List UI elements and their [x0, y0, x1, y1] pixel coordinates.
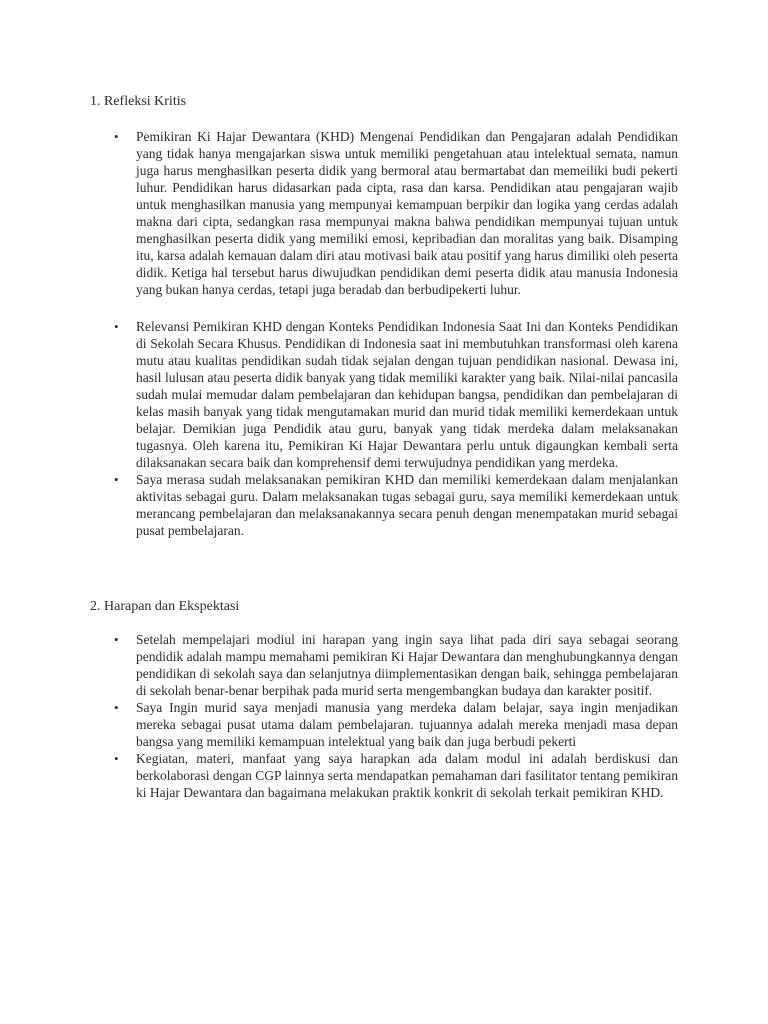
section-heading-refleksi-kritis: 1. Refleksi Kritis — [90, 94, 187, 109]
list-item — [114, 318, 678, 471]
bullet-icon: • — [114, 700, 119, 715]
section-heading-harapan-dan-ekspektasi: 2. Harapan dan Ekspektasi — [90, 599, 240, 614]
bullet-icon: • — [114, 472, 119, 487]
list-item — [114, 128, 678, 298]
list-item-text: Setelah mempelajari modiul ini harapan yang ingin saya lihat pada diri saya sebagai seorang pendidik adalah mampu memahami pemikiran Ki Hajar Dewantara dan menghubungkannya dengan pendidikan di sekolah saya dan selanjutnya diimplementasikan dengan baik, sehingga pembelajaran di sekolah benar-benar berpihak pada murid serta mengembangkan budaya dan karakter positif. — [136, 632, 678, 698]
list-item — [114, 631, 678, 699]
list-item — [114, 750, 678, 801]
bullet-icon: • — [114, 129, 119, 144]
list-item-text: Kegiatan, materi, manfaat yang saya harapkan ada dalam modul ini adalah berdiskusi dan berkolaborasi dengan CGP lainnya serta mendapatkan pemahaman dari fasilitator tentang pemikiran ki Hajar Dewantara dan bagaimana melakukan praktik konkrit di sekolah terkait pemikiran KHD. — [136, 751, 678, 800]
bullet-icon: • — [114, 319, 119, 334]
list-item-text: Relevansi Pemikiran KHD dengan Konteks Pendidikan Indonesia Saat Ini dan Konteks Pendidikan di Sekolah Secara Khusus. Pendidikan di Indonesia saat ini membutuhkan transformasi oleh karena mutu atau kualitas pendidikan sudah tidak sejalan dengan tujuan pendidikan nasional. Dewasa ini, hasil lulusan atau peserta didik banyak yang tidak memiliki karakter yang baik. Nilai-nilai pancasila sudah mulai memudar dalam pembelajaran dan kehidupan bangsa, pendidikan dan pembelajaran di kelas masih banyak yang tidak mengutamakan murid dan murid tidak memiliki kemerdekaan untuk belajar. Demikian juga Pendidik atau guru, banyak yang tidak merdeka dalam melaksanakan tugasnya. Oleh karena itu, Pemikiran Ki Hajar Dewantara perlu untuk digaungkan kembali serta dilaksanakan secara baik dan komprehensif demi terwujudnya pendidikan yang merdeka. — [136, 319, 678, 470]
harapan-ekspektasi-list — [114, 631, 678, 801]
list-item — [114, 471, 678, 539]
list-item-text: Pemikiran Ki Hajar Dewantara (KHD) Mengenai Pendidikan dan Pengajaran adalah Pendidikan yang tidak hanya mengajarkan siswa untuk memiliki pengetahuan atau intelektual semata, namun juga harus menghasilkan peserta didik yang bermoral atau bermartabat dan memeiliki budi pekerti luhur. Pendidikan harus didasarkan pada cipta, rasa dan karsa. Pendidikan atau pengajaran wajib untuk menghasilkan manusia yang mempunyai kemampuan berpikir dan logika yang cerdas adalah makna dari cipta, sedangkan rasa mempunyai makna bahwa pendidikan mempunyai tujuan untuk menghasilkan peserta didik yang memiliki emosi, kepribadian dan moralitas yang baik. Disamping itu, karsa adalah kemauan dalam diri atau motivasi baik atau positif yang harus dimiliki oleh peserta didik. Ketiga hal tersebut harus diwujudkan pendidikan demi peserta didik atau manusia Indonesia yang bukan hanya cerdas, tetapi juga beradab dan berbudipekerti luhur. — [136, 129, 678, 297]
refleksi-kritis-list — [114, 128, 678, 539]
bullet-icon: • — [114, 751, 119, 766]
list-item-text: Saya Ingin murid saya menjadi manusia yang merdeka dalam belajar, saya ingin menjadikan mereka sebagai pusat utama dalam pembelajaran. tujuannya adalah mereka menjadi masa depan bangsa yang memiliki kemampuan intelektual yang baik dan juga berbudi pekerti — [136, 700, 678, 749]
list-item — [114, 699, 678, 750]
list-item-text: Saya merasa sudah melaksanakan pemikiran KHD dan memiliki kemerdekaan dalam menjalankan aktivitas sebagai guru. Dalam melaksanakan tugas sebagai guru, saya memiliki kemerdekaan untuk merancang pembelajaran dan melaksanakannya secara penuh dengan menempatakan murid sebagai pusat pembelajaran. — [136, 472, 678, 538]
bullet-icon: • — [114, 632, 119, 647]
